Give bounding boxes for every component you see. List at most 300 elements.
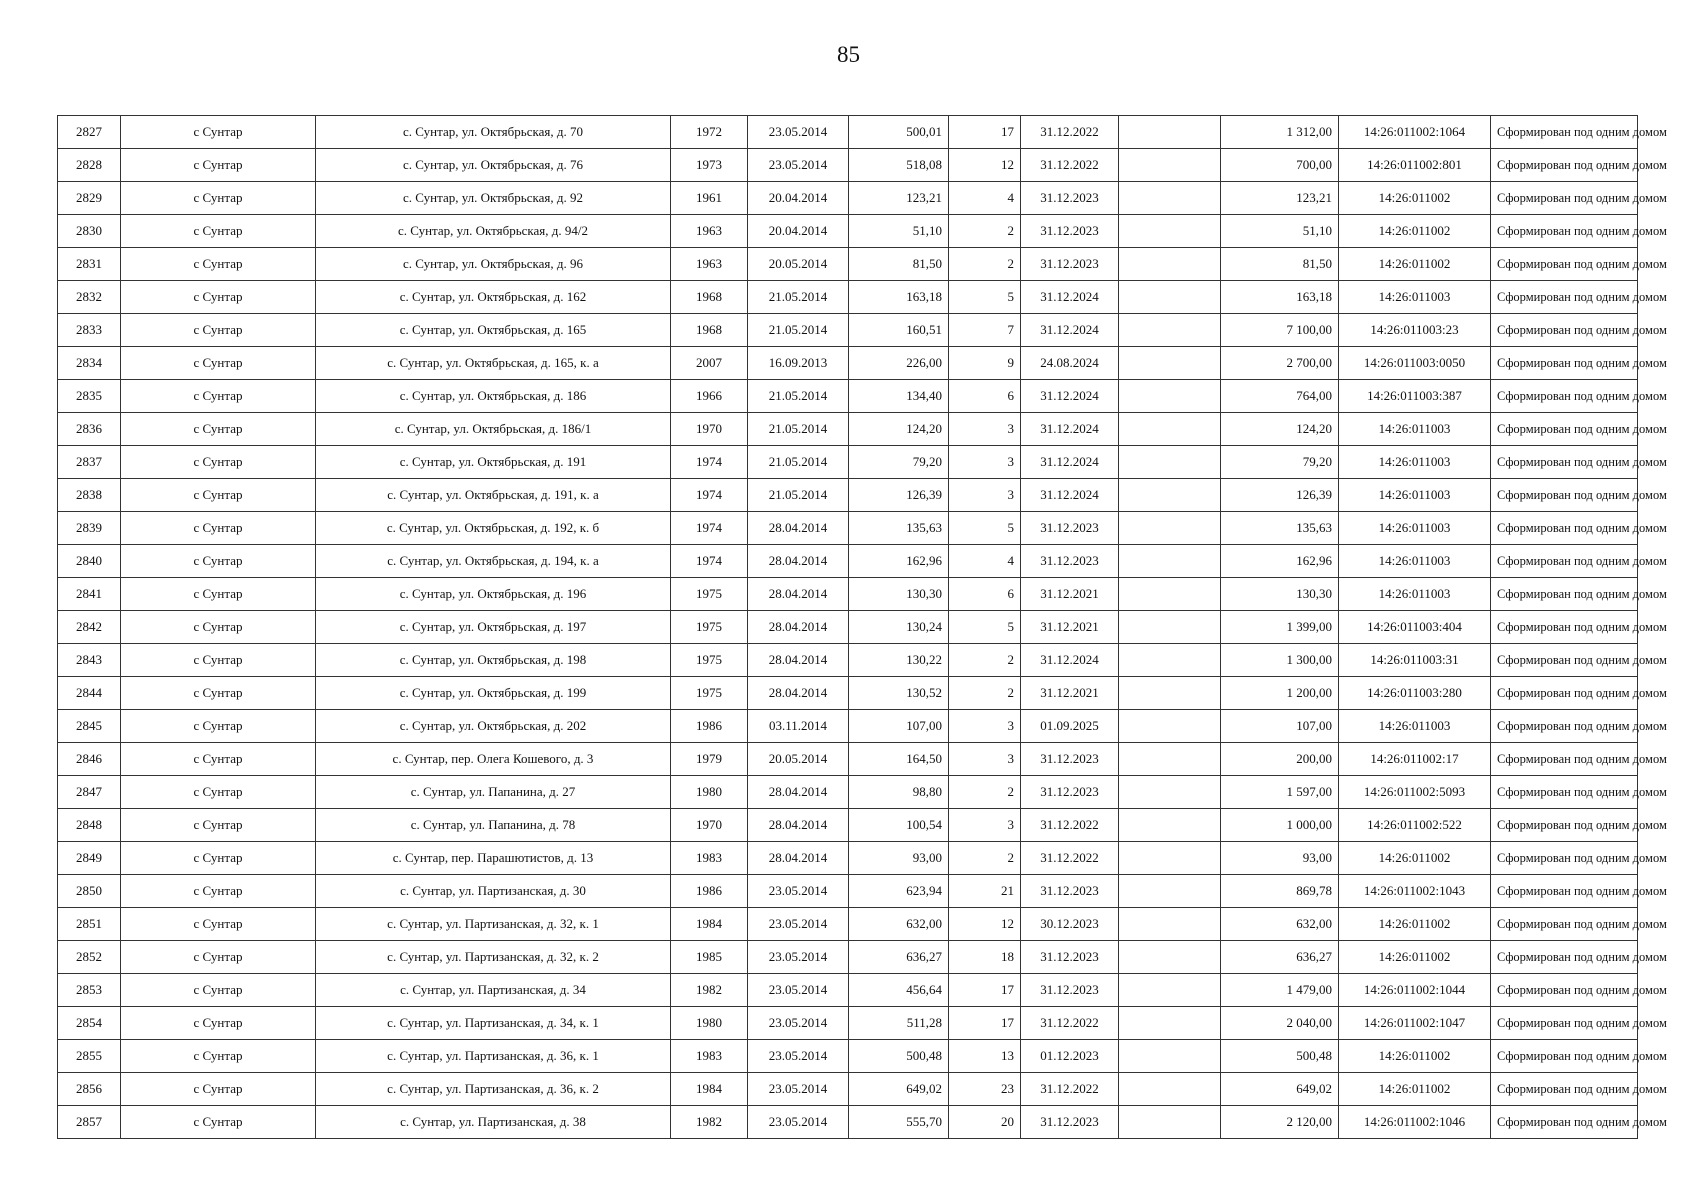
cell-build-year: 1966 bbox=[671, 380, 748, 413]
table-row bbox=[58, 974, 1638, 1007]
cell-empty-col bbox=[1119, 776, 1221, 809]
cell-deadline-date: 31.12.2023 bbox=[1021, 875, 1119, 908]
cell-area: 130,22 bbox=[849, 644, 949, 677]
cell-row-number: 2836 bbox=[58, 413, 121, 446]
cell-survey-date: 03.11.2014 bbox=[748, 710, 849, 743]
cell-land-area: 124,20 bbox=[1221, 413, 1339, 446]
cell-deadline-date: 31.12.2024 bbox=[1021, 314, 1119, 347]
cell-land-note: Сформирован под одним домом bbox=[1491, 380, 1638, 413]
cell-units-count: 17 bbox=[949, 1007, 1021, 1040]
cell-empty-col bbox=[1119, 248, 1221, 281]
cell-area: 160,51 bbox=[849, 314, 949, 347]
cell-empty-col bbox=[1119, 710, 1221, 743]
cell-area: 518,08 bbox=[849, 149, 949, 182]
cell-land-note: Сформирован под одним домом bbox=[1491, 314, 1638, 347]
cell-land-area: 649,02 bbox=[1221, 1073, 1339, 1106]
cell-address: с. Сунтар, ул. Октябрьская, д. 202 bbox=[316, 710, 671, 743]
cell-settlement: с Сунтар bbox=[121, 875, 316, 908]
cell-empty-col bbox=[1119, 1040, 1221, 1073]
cell-address: с. Сунтар, ул. Партизанская, д. 36, к. 2 bbox=[316, 1073, 671, 1106]
cell-build-year: 1974 bbox=[671, 446, 748, 479]
cell-row-number: 2853 bbox=[58, 974, 121, 1007]
cell-units-count: 3 bbox=[949, 479, 1021, 512]
cell-row-number: 2838 bbox=[58, 479, 121, 512]
cell-survey-date: 23.05.2014 bbox=[748, 974, 849, 1007]
cell-row-number: 2856 bbox=[58, 1073, 121, 1106]
cell-cadastral-number: 14:26:011002 bbox=[1339, 215, 1491, 248]
cell-empty-col bbox=[1119, 314, 1221, 347]
cell-units-count: 2 bbox=[949, 248, 1021, 281]
cell-settlement: с Сунтар bbox=[121, 347, 316, 380]
table-row bbox=[58, 1040, 1638, 1073]
cell-land-note: Сформирован под одним домом bbox=[1491, 116, 1638, 149]
cell-deadline-date: 31.12.2021 bbox=[1021, 611, 1119, 644]
cell-land-area: 79,20 bbox=[1221, 446, 1339, 479]
cell-units-count: 3 bbox=[949, 413, 1021, 446]
cell-row-number: 2829 bbox=[58, 182, 121, 215]
cell-row-number: 2843 bbox=[58, 644, 121, 677]
cell-build-year: 1986 bbox=[671, 710, 748, 743]
cell-build-year: 1974 bbox=[671, 479, 748, 512]
cell-settlement: с Сунтар bbox=[121, 578, 316, 611]
cell-area: 130,24 bbox=[849, 611, 949, 644]
cell-settlement: с Сунтар bbox=[121, 314, 316, 347]
cell-address: с. Сунтар, ул. Октябрьская, д. 198 bbox=[316, 644, 671, 677]
cell-deadline-date: 31.12.2023 bbox=[1021, 545, 1119, 578]
cell-cadastral-number: 14:26:011003:404 bbox=[1339, 611, 1491, 644]
cell-address: с. Сунтар, ул. Октябрьская, д. 70 bbox=[316, 116, 671, 149]
cell-land-note: Сформирован под одним домом bbox=[1491, 182, 1638, 215]
cell-empty-col bbox=[1119, 116, 1221, 149]
cell-land-area: 51,10 bbox=[1221, 215, 1339, 248]
cell-deadline-date: 31.12.2023 bbox=[1021, 1106, 1119, 1139]
cell-address: с. Сунтар, ул. Октябрьская, д. 165, к. а bbox=[316, 347, 671, 380]
cell-settlement: с Сунтар bbox=[121, 512, 316, 545]
cell-cadastral-number: 14:26:011002:1044 bbox=[1339, 974, 1491, 1007]
cell-build-year: 1986 bbox=[671, 875, 748, 908]
cell-empty-col bbox=[1119, 545, 1221, 578]
cell-settlement: с Сунтар bbox=[121, 941, 316, 974]
cell-settlement: с Сунтар bbox=[121, 677, 316, 710]
table-row bbox=[58, 1073, 1638, 1106]
cell-settlement: с Сунтар bbox=[121, 908, 316, 941]
cell-area: 500,48 bbox=[849, 1040, 949, 1073]
cell-land-note: Сформирован под одним домом bbox=[1491, 347, 1638, 380]
cell-row-number: 2848 bbox=[58, 809, 121, 842]
cell-land-note: Сформирован под одним домом bbox=[1491, 479, 1638, 512]
cell-deadline-date: 31.12.2023 bbox=[1021, 215, 1119, 248]
cell-empty-col bbox=[1119, 215, 1221, 248]
cell-deadline-date: 31.12.2023 bbox=[1021, 941, 1119, 974]
cell-survey-date: 28.04.2014 bbox=[748, 545, 849, 578]
table-row bbox=[58, 413, 1638, 446]
cell-land-note: Сформирован под одним домом bbox=[1491, 710, 1638, 743]
cell-cadastral-number: 14:26:011002:17 bbox=[1339, 743, 1491, 776]
cell-units-count: 20 bbox=[949, 1106, 1021, 1139]
cell-address: с. Сунтар, ул. Папанина, д. 78 bbox=[316, 809, 671, 842]
cell-land-area: 1 200,00 bbox=[1221, 677, 1339, 710]
cell-row-number: 2857 bbox=[58, 1106, 121, 1139]
cell-land-note: Сформирован под одним домом bbox=[1491, 875, 1638, 908]
cell-land-note: Сформирован под одним домом bbox=[1491, 809, 1638, 842]
cell-land-area: 1 000,00 bbox=[1221, 809, 1339, 842]
cell-survey-date: 28.04.2014 bbox=[748, 578, 849, 611]
cell-empty-col bbox=[1119, 974, 1221, 1007]
cell-land-area: 162,96 bbox=[1221, 545, 1339, 578]
cell-cadastral-number: 14:26:011002 bbox=[1339, 182, 1491, 215]
cell-survey-date: 21.05.2014 bbox=[748, 446, 849, 479]
cell-address: с. Сунтар, ул. Партизанская, д. 30 bbox=[316, 875, 671, 908]
cell-row-number: 2841 bbox=[58, 578, 121, 611]
cell-address: с. Сунтар, ул. Октябрьская, д. 94/2 bbox=[316, 215, 671, 248]
table-row bbox=[58, 215, 1638, 248]
cell-build-year: 1973 bbox=[671, 149, 748, 182]
cell-land-note: Сформирован под одним домом bbox=[1491, 149, 1638, 182]
cell-build-year: 2007 bbox=[671, 347, 748, 380]
cell-cadastral-number: 14:26:011003:23 bbox=[1339, 314, 1491, 347]
cell-settlement: с Сунтар bbox=[121, 1106, 316, 1139]
cell-land-area: 764,00 bbox=[1221, 380, 1339, 413]
cell-units-count: 6 bbox=[949, 578, 1021, 611]
cell-build-year: 1984 bbox=[671, 908, 748, 941]
cell-units-count: 17 bbox=[949, 116, 1021, 149]
cell-address: с. Сунтар, ул. Партизанская, д. 36, к. 1 bbox=[316, 1040, 671, 1073]
table-row bbox=[58, 380, 1638, 413]
cell-empty-col bbox=[1119, 875, 1221, 908]
cell-row-number: 2831 bbox=[58, 248, 121, 281]
cell-survey-date: 23.05.2014 bbox=[748, 941, 849, 974]
page-number: 85 bbox=[837, 42, 860, 67]
cell-units-count: 4 bbox=[949, 182, 1021, 215]
cell-cadastral-number: 14:26:011003 bbox=[1339, 578, 1491, 611]
cell-land-note: Сформирован под одним домом bbox=[1491, 512, 1638, 545]
cell-survey-date: 23.05.2014 bbox=[748, 1073, 849, 1106]
cell-land-area: 200,00 bbox=[1221, 743, 1339, 776]
cell-row-number: 2835 bbox=[58, 380, 121, 413]
cell-address: с. Сунтар, ул. Октябрьская, д. 165 bbox=[316, 314, 671, 347]
cell-survey-date: 23.05.2014 bbox=[748, 116, 849, 149]
cell-area: 123,21 bbox=[849, 182, 949, 215]
cell-units-count: 12 bbox=[949, 908, 1021, 941]
cell-row-number: 2834 bbox=[58, 347, 121, 380]
cell-empty-col bbox=[1119, 644, 1221, 677]
cell-empty-col bbox=[1119, 677, 1221, 710]
cell-units-count: 12 bbox=[949, 149, 1021, 182]
cell-deadline-date: 31.12.2023 bbox=[1021, 776, 1119, 809]
table-row bbox=[58, 644, 1638, 677]
cell-cadastral-number: 14:26:011003:280 bbox=[1339, 677, 1491, 710]
cell-settlement: с Сунтар bbox=[121, 842, 316, 875]
cell-land-note: Сформирован под одним домом bbox=[1491, 578, 1638, 611]
cell-row-number: 2846 bbox=[58, 743, 121, 776]
cell-units-count: 7 bbox=[949, 314, 1021, 347]
cell-survey-date: 16.09.2013 bbox=[748, 347, 849, 380]
cell-deadline-date: 31.12.2023 bbox=[1021, 248, 1119, 281]
cell-empty-col bbox=[1119, 743, 1221, 776]
cell-area: 135,63 bbox=[849, 512, 949, 545]
cell-build-year: 1975 bbox=[671, 611, 748, 644]
cell-area: 162,96 bbox=[849, 545, 949, 578]
cell-cadastral-number: 14:26:011002 bbox=[1339, 1073, 1491, 1106]
cell-settlement: с Сунтар bbox=[121, 974, 316, 1007]
cell-cadastral-number: 14:26:011002:522 bbox=[1339, 809, 1491, 842]
cell-build-year: 1963 bbox=[671, 215, 748, 248]
cell-land-area: 2 700,00 bbox=[1221, 347, 1339, 380]
cell-deadline-date: 31.12.2024 bbox=[1021, 479, 1119, 512]
cell-row-number: 2830 bbox=[58, 215, 121, 248]
cell-deadline-date: 24.08.2024 bbox=[1021, 347, 1119, 380]
cell-settlement: с Сунтар bbox=[121, 1040, 316, 1073]
cell-land-area: 7 100,00 bbox=[1221, 314, 1339, 347]
cell-area: 126,39 bbox=[849, 479, 949, 512]
cell-deadline-date: 31.12.2022 bbox=[1021, 1073, 1119, 1106]
table-row bbox=[58, 248, 1638, 281]
cell-survey-date: 23.05.2014 bbox=[748, 908, 849, 941]
cell-units-count: 3 bbox=[949, 710, 1021, 743]
cell-row-number: 2827 bbox=[58, 116, 121, 149]
cell-land-note: Сформирован под одним домом bbox=[1491, 1073, 1638, 1106]
cell-units-count: 2 bbox=[949, 677, 1021, 710]
table-row bbox=[58, 941, 1638, 974]
cell-cadastral-number: 14:26:011003 bbox=[1339, 710, 1491, 743]
cell-land-area: 163,18 bbox=[1221, 281, 1339, 314]
cell-address: с. Сунтар, ул. Октябрьская, д. 186/1 bbox=[316, 413, 671, 446]
cell-build-year: 1980 bbox=[671, 1007, 748, 1040]
table-row bbox=[58, 1106, 1638, 1139]
cell-build-year: 1970 bbox=[671, 413, 748, 446]
cell-units-count: 2 bbox=[949, 644, 1021, 677]
cell-address: с. Сунтар, ул. Октябрьская, д. 76 bbox=[316, 149, 671, 182]
cell-area: 124,20 bbox=[849, 413, 949, 446]
cell-empty-col bbox=[1119, 182, 1221, 215]
cell-cadastral-number: 14:26:011003:387 bbox=[1339, 380, 1491, 413]
cell-area: 79,20 bbox=[849, 446, 949, 479]
cell-row-number: 2850 bbox=[58, 875, 121, 908]
cell-survey-date: 21.05.2014 bbox=[748, 281, 849, 314]
cell-empty-col bbox=[1119, 281, 1221, 314]
cell-deadline-date: 31.12.2024 bbox=[1021, 281, 1119, 314]
cell-survey-date: 21.05.2014 bbox=[748, 314, 849, 347]
cell-deadline-date: 31.12.2024 bbox=[1021, 413, 1119, 446]
table-row bbox=[58, 479, 1638, 512]
cell-land-note: Сформирован под одним домом bbox=[1491, 842, 1638, 875]
cell-cadastral-number: 14:26:011002 bbox=[1339, 248, 1491, 281]
cell-units-count: 2 bbox=[949, 776, 1021, 809]
cell-address: с. Сунтар, ул. Партизанская, д. 32, к. 2 bbox=[316, 941, 671, 974]
cell-empty-col bbox=[1119, 347, 1221, 380]
cell-empty-col bbox=[1119, 149, 1221, 182]
cell-units-count: 21 bbox=[949, 875, 1021, 908]
cell-empty-col bbox=[1119, 809, 1221, 842]
cell-build-year: 1968 bbox=[671, 314, 748, 347]
cell-build-year: 1975 bbox=[671, 644, 748, 677]
cell-address: с. Сунтар, ул. Октябрьская, д. 194, к. а bbox=[316, 545, 671, 578]
cell-address: с. Сунтар, ул. Октябрьская, д. 197 bbox=[316, 611, 671, 644]
cell-area: 164,50 bbox=[849, 743, 949, 776]
cell-survey-date: 20.05.2014 bbox=[748, 248, 849, 281]
cell-land-note: Сформирован под одним домом bbox=[1491, 677, 1638, 710]
cell-survey-date: 23.05.2014 bbox=[748, 1007, 849, 1040]
cell-units-count: 2 bbox=[949, 842, 1021, 875]
cell-cadastral-number: 14:26:011002 bbox=[1339, 941, 1491, 974]
cell-build-year: 1983 bbox=[671, 1040, 748, 1073]
cell-land-area: 123,21 bbox=[1221, 182, 1339, 215]
cell-cadastral-number: 14:26:011002 bbox=[1339, 908, 1491, 941]
cell-deadline-date: 31.12.2022 bbox=[1021, 149, 1119, 182]
cell-empty-col bbox=[1119, 578, 1221, 611]
cell-address: с. Сунтар, ул. Партизанская, д. 34, к. 1 bbox=[316, 1007, 671, 1040]
cell-units-count: 3 bbox=[949, 743, 1021, 776]
cell-settlement: с Сунтар bbox=[121, 545, 316, 578]
cell-deadline-date: 31.12.2022 bbox=[1021, 1007, 1119, 1040]
cell-cadastral-number: 14:26:011003:31 bbox=[1339, 644, 1491, 677]
cell-empty-col bbox=[1119, 413, 1221, 446]
cell-settlement: с Сунтар bbox=[121, 479, 316, 512]
cell-survey-date: 21.05.2014 bbox=[748, 413, 849, 446]
table-row bbox=[58, 149, 1638, 182]
cell-units-count: 13 bbox=[949, 1040, 1021, 1073]
cell-deadline-date: 31.12.2024 bbox=[1021, 380, 1119, 413]
cell-build-year: 1975 bbox=[671, 578, 748, 611]
register-table bbox=[57, 115, 1667, 1139]
cell-units-count: 3 bbox=[949, 446, 1021, 479]
table-row bbox=[58, 875, 1638, 908]
cell-settlement: с Сунтар bbox=[121, 215, 316, 248]
cell-settlement: с Сунтар bbox=[121, 281, 316, 314]
cell-empty-col bbox=[1119, 908, 1221, 941]
cell-build-year: 1968 bbox=[671, 281, 748, 314]
cell-survey-date: 28.04.2014 bbox=[748, 677, 849, 710]
cell-settlement: с Сунтар bbox=[121, 182, 316, 215]
cell-area: 456,64 bbox=[849, 974, 949, 1007]
cell-deadline-date: 31.12.2024 bbox=[1021, 446, 1119, 479]
cell-row-number: 2833 bbox=[58, 314, 121, 347]
cell-deadline-date: 01.12.2023 bbox=[1021, 1040, 1119, 1073]
cell-area: 623,94 bbox=[849, 875, 949, 908]
cell-land-note: Сформирован под одним домом bbox=[1491, 908, 1638, 941]
cell-land-area: 93,00 bbox=[1221, 842, 1339, 875]
table-row bbox=[58, 281, 1638, 314]
table-row bbox=[58, 545, 1638, 578]
cell-empty-col bbox=[1119, 1007, 1221, 1040]
cell-address: с. Сунтар, ул. Партизанская, д. 34 bbox=[316, 974, 671, 1007]
cell-row-number: 2840 bbox=[58, 545, 121, 578]
table-row bbox=[58, 182, 1638, 215]
table-row bbox=[58, 1007, 1638, 1040]
cell-settlement: с Сунтар bbox=[121, 413, 316, 446]
cell-land-note: Сформирован под одним домом bbox=[1491, 281, 1638, 314]
cell-row-number: 2842 bbox=[58, 611, 121, 644]
cell-survey-date: 23.05.2014 bbox=[748, 875, 849, 908]
cell-units-count: 18 bbox=[949, 941, 1021, 974]
cell-survey-date: 28.04.2014 bbox=[748, 842, 849, 875]
table-row bbox=[58, 842, 1638, 875]
cell-land-area: 632,00 bbox=[1221, 908, 1339, 941]
cell-land-note: Сформирован под одним домом bbox=[1491, 545, 1638, 578]
cell-cadastral-number: 14:26:011003 bbox=[1339, 413, 1491, 446]
cell-cadastral-number: 14:26:011003 bbox=[1339, 446, 1491, 479]
cell-row-number: 2852 bbox=[58, 941, 121, 974]
cell-survey-date: 20.05.2014 bbox=[748, 743, 849, 776]
cell-land-note: Сформирован под одним домом bbox=[1491, 1106, 1638, 1139]
table-row bbox=[58, 116, 1638, 149]
cell-units-count: 5 bbox=[949, 281, 1021, 314]
cell-land-area: 1 399,00 bbox=[1221, 611, 1339, 644]
cell-area: 93,00 bbox=[849, 842, 949, 875]
cell-units-count: 9 bbox=[949, 347, 1021, 380]
cell-empty-col bbox=[1119, 446, 1221, 479]
cell-land-area: 126,39 bbox=[1221, 479, 1339, 512]
cell-address: с. Сунтар, ул. Партизанская, д. 32, к. 1 bbox=[316, 908, 671, 941]
cell-units-count: 2 bbox=[949, 215, 1021, 248]
cell-land-note: Сформирован под одним домом bbox=[1491, 413, 1638, 446]
table-row bbox=[58, 578, 1638, 611]
cell-settlement: с Сунтар bbox=[121, 776, 316, 809]
cell-address: с. Сунтар, ул. Октябрьская, д. 199 bbox=[316, 677, 671, 710]
cell-units-count: 6 bbox=[949, 380, 1021, 413]
cell-area: 107,00 bbox=[849, 710, 949, 743]
cell-address: с. Сунтар, ул. Октябрьская, д. 196 bbox=[316, 578, 671, 611]
cell-empty-col bbox=[1119, 842, 1221, 875]
cell-units-count: 23 bbox=[949, 1073, 1021, 1106]
cell-area: 636,27 bbox=[849, 941, 949, 974]
cell-build-year: 1980 bbox=[671, 776, 748, 809]
cell-empty-col bbox=[1119, 479, 1221, 512]
cell-land-area: 636,27 bbox=[1221, 941, 1339, 974]
cell-address: с. Сунтар, ул. Октябрьская, д. 191, к. а bbox=[316, 479, 671, 512]
cell-build-year: 1982 bbox=[671, 974, 748, 1007]
cell-survey-date: 23.05.2014 bbox=[748, 149, 849, 182]
cell-land-area: 700,00 bbox=[1221, 149, 1339, 182]
cell-address: с. Сунтар, ул. Октябрьская, д. 192, к. б bbox=[316, 512, 671, 545]
cell-address: с. Сунтар, ул. Октябрьская, д. 96 bbox=[316, 248, 671, 281]
cell-deadline-date: 31.12.2021 bbox=[1021, 578, 1119, 611]
cell-address: с. Сунтар, ул. Октябрьская, д. 92 bbox=[316, 182, 671, 215]
cell-area: 100,54 bbox=[849, 809, 949, 842]
cell-deadline-date: 31.12.2022 bbox=[1021, 116, 1119, 149]
cell-land-area: 2 120,00 bbox=[1221, 1106, 1339, 1139]
cell-build-year: 1975 bbox=[671, 677, 748, 710]
cell-land-area: 500,48 bbox=[1221, 1040, 1339, 1073]
cell-land-note: Сформирован под одним домом bbox=[1491, 776, 1638, 809]
cell-row-number: 2839 bbox=[58, 512, 121, 545]
cell-land-note: Сформирован под одним домом bbox=[1491, 941, 1638, 974]
cell-address: с. Сунтар, пер. Олега Кошевого, д. 3 bbox=[316, 743, 671, 776]
cell-units-count: 5 bbox=[949, 611, 1021, 644]
cell-build-year: 1974 bbox=[671, 545, 748, 578]
cell-land-area: 81,50 bbox=[1221, 248, 1339, 281]
cell-empty-col bbox=[1119, 1106, 1221, 1139]
table-row bbox=[58, 776, 1638, 809]
cell-deadline-date: 31.12.2023 bbox=[1021, 512, 1119, 545]
cell-land-note: Сформирован под одним домом bbox=[1491, 1007, 1638, 1040]
table-row bbox=[58, 347, 1638, 380]
cell-build-year: 1963 bbox=[671, 248, 748, 281]
cell-area: 555,70 bbox=[849, 1106, 949, 1139]
cell-area: 51,10 bbox=[849, 215, 949, 248]
cell-build-year: 1974 bbox=[671, 512, 748, 545]
cell-units-count: 17 bbox=[949, 974, 1021, 1007]
cell-land-area: 107,00 bbox=[1221, 710, 1339, 743]
cell-land-area: 2 040,00 bbox=[1221, 1007, 1339, 1040]
cell-area: 81,50 bbox=[849, 248, 949, 281]
cell-survey-date: 23.05.2014 bbox=[748, 1040, 849, 1073]
cell-survey-date: 28.04.2014 bbox=[748, 644, 849, 677]
cell-land-note: Сформирован под одним домом bbox=[1491, 446, 1638, 479]
cell-settlement: с Сунтар bbox=[121, 644, 316, 677]
register-body bbox=[58, 116, 1667, 1139]
table-row bbox=[58, 677, 1638, 710]
